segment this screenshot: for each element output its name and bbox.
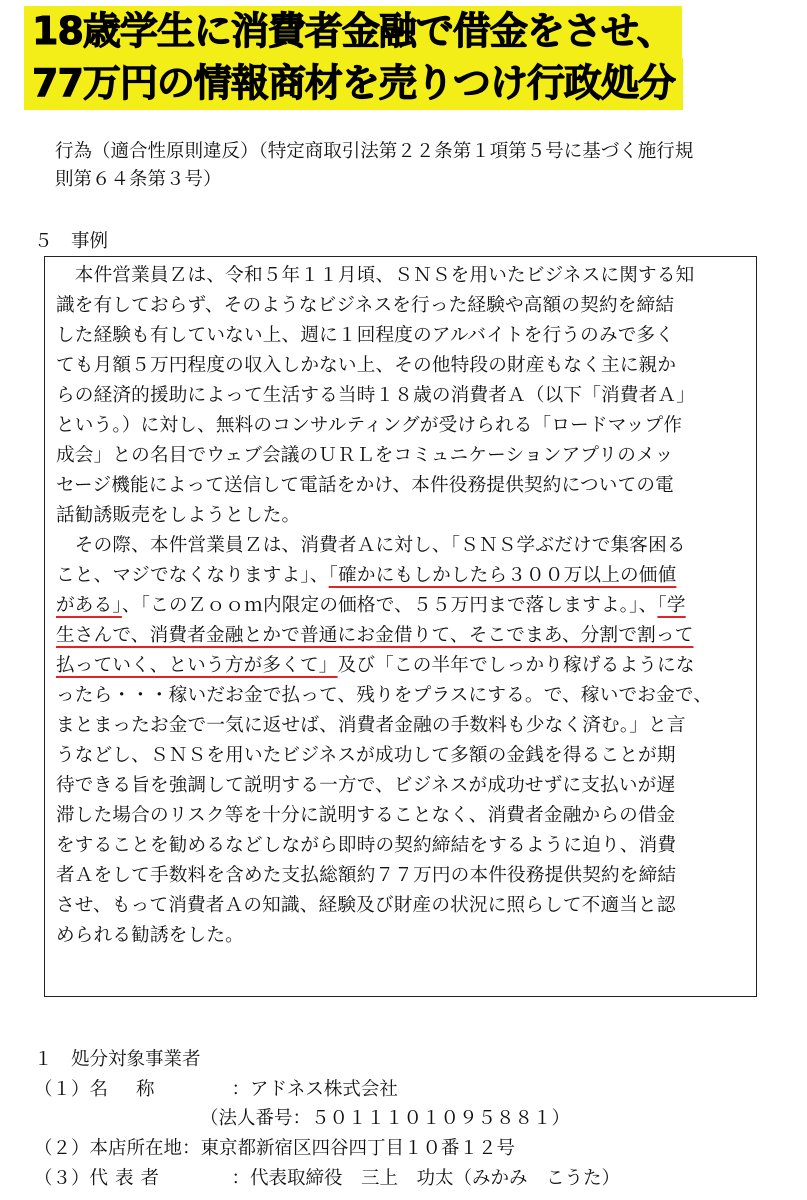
case-text-line	[56, 652, 695, 679]
case-text-line: ても月額５万円程度の収入しかない上、その他特段の財産もなく主に親か	[56, 355, 677, 376]
headline-line-1: 18歳学生に消費者金融で借金をさせ、	[24, 6, 682, 58]
section-5-heading: ５ 事例	[34, 231, 109, 252]
underlined-quote: 「学	[657, 595, 686, 616]
representative-label: 代表者	[89, 1168, 167, 1189]
case-text-line: その際、本件営業員Ｚは、消費者Ａに対し、「ＳＮＳ学ぶだけで集客困る	[56, 535, 686, 556]
case-text-line: 成会」との名目でウェブ会議のＵＲＬをコミュニケーションアプリのメッ	[56, 445, 674, 466]
underlined-quote: がある」	[56, 595, 122, 616]
case-text-line: した経験も有していない上、週に１回程度のアルバイトを行うのみで多く	[56, 325, 675, 346]
case-text-line: 滞した場合のリスク等を十分に説明することなく、消費者金融からの借金	[56, 805, 676, 826]
case-text-segment: 、「このＺｏｏｍ内限定の価格で、５５万円まで落しますよ。」、	[121, 595, 658, 616]
underlined-quote: 払っていく、という方が多くて」	[56, 655, 338, 676]
item-number: （１）	[34, 1079, 90, 1100]
head-office-row	[34, 1136, 515, 1162]
company-name-row	[34, 1077, 398, 1103]
section-1-heading: １ 処分対象事業者	[34, 1049, 201, 1070]
company-name-label: 名称	[89, 1079, 183, 1100]
case-text-line: 本件営業員Ｚは、令和５年１１月頃、ＳＮＳを用いたビジネスに関する知	[56, 265, 695, 286]
case-text-line	[56, 622, 694, 649]
item-number: （２）	[34, 1138, 90, 1159]
company-name-value: ：アドネス株式会社	[231, 1079, 398, 1100]
headline-line-2: 77万円の情報商材を売りつけ行政処分	[24, 58, 683, 110]
case-text-line: 話勧誘販売をしようとした。	[56, 505, 301, 526]
act-description-line-1: 行為（適合性原則違反）（特定商取引法第２２条第１項第５号に基づく施行規	[55, 141, 694, 162]
item-number: （３）	[34, 1168, 90, 1189]
case-text-line: らの経済的援助によって生活する当時１８歳の消費者Ａ（以下「消費者Ａ」	[56, 385, 695, 406]
case-text-segment: 及び「この半年でしっかり稼げるようにな	[337, 655, 695, 676]
case-text-line	[56, 592, 686, 619]
corporate-number: （法人番号：５０１１１０１０９５８８１）	[200, 1108, 571, 1129]
representative-value: ：代表取締役 三上 功太（みかみ こうた）	[231, 1168, 621, 1189]
head-office-label: 本店所在地	[89, 1138, 183, 1159]
underlined-quote: 生さんで、消費者金融とかで普通にお金借りて、そこでまあ、分割で割って	[56, 625, 694, 646]
case-text-line: をすることを勧めるなどしながら即時の契約締結をするように迫り、消費	[56, 835, 677, 856]
case-text-line: という。）に対し、無料のコンサルティングが受けられる「ロードマップ作	[56, 415, 683, 436]
case-text-line: まとまったお金で一気に返せば、消費者金融の手数料も少なく済む。」と言	[56, 715, 686, 736]
case-text-line: ったら・・・稼いだお金で払って、残りをプラスにする。で、稼いでお金で、	[56, 685, 713, 706]
head-office-value: ：東京都新宿区四谷四丁目１０番１２号	[182, 1138, 516, 1159]
case-text-line	[56, 562, 676, 589]
case-text-line: うなどし、ＳＮＳを用いたビジネスが成功して多額の金銭を得ることが期	[56, 745, 676, 766]
act-description-line-2: 則第６４条第３号）	[55, 169, 222, 190]
case-text-line: させ、もって消費者Ａの知識、経験及び財産の状況に照らして不適当と認	[56, 895, 676, 916]
case-text-segment: こと、マジでなくなりますよ」、	[56, 565, 329, 586]
case-text-line: セージ機能によって送信して電話をかけ、本件役務提供契約についての電	[56, 475, 674, 496]
case-text-line: められる勧誘をした。	[56, 925, 244, 946]
underlined-quote: 「確かにもしかしたら３００万以上の価値	[328, 565, 677, 586]
case-text-line: 待できる旨を強調して説明する一方で、ビジネスが成功せずに支払いが遅	[56, 775, 676, 796]
representative-row	[34, 1166, 620, 1192]
case-text-line: 者Ａをして手数料を含めた支払総額約７７万円の本件役務提供契約を締結	[56, 865, 677, 886]
case-text-line: 識を有しておらず、そのようなビジネスを行った経験や高額の契約を締結	[56, 295, 675, 316]
